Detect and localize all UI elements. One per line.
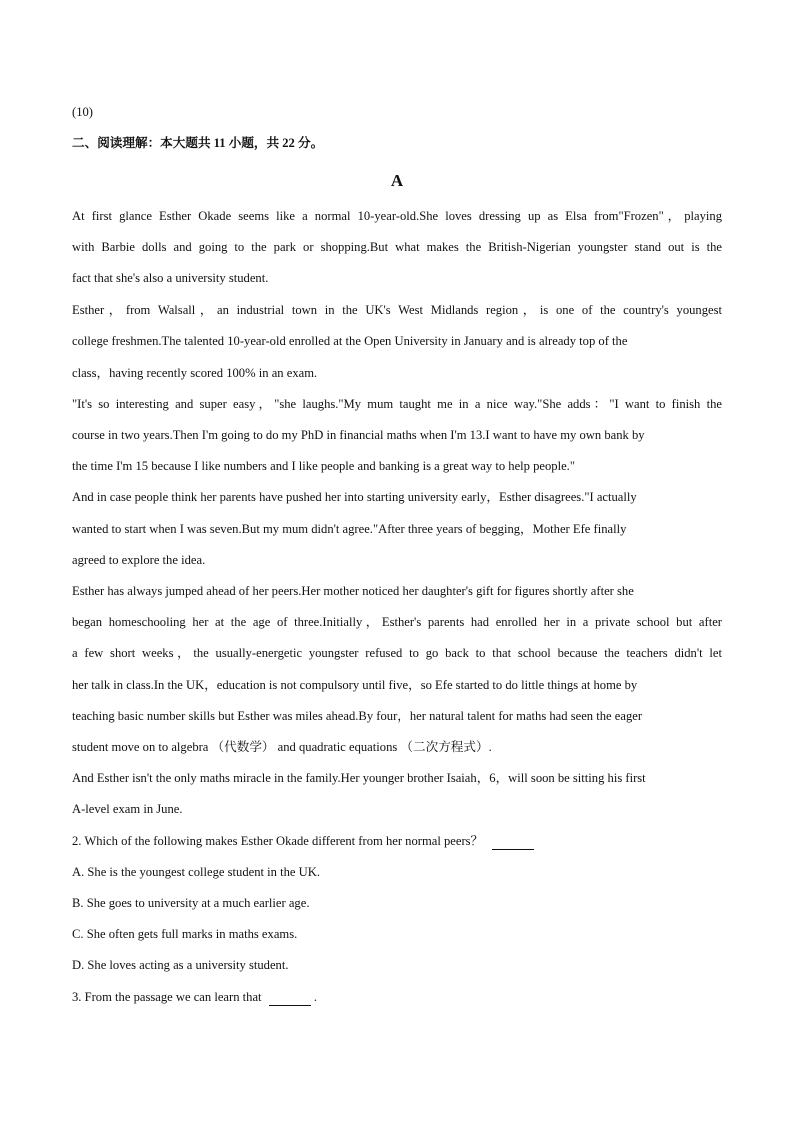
passage-line: teaching basic number skills but Esther was miles ahead.By four，her natural talent for maths had seen the eager (72, 709, 643, 723)
passage-line: agreed to explore the idea. (72, 553, 206, 567)
answer-blank[interactable] (269, 989, 311, 1006)
passage-line: wanted to start when I was seven.But my mum didn't agree."After three years of begging，Mother Efe finally (72, 522, 627, 536)
passage-title: A (390, 171, 404, 190)
passage-line: a few short weeks，the usually-energetic youngster refused to go back to that school because the teachers didn't let (72, 646, 722, 660)
passage-line: class，having recently scored 100% in an exam. (72, 366, 318, 380)
passage-line: And Esther isn't the only maths miracle in the family.Her younger brother Isaiah，6，will soon be sitting his first (72, 771, 646, 785)
option-a[interactable]: A. She is the youngest college student in the UK. (72, 865, 320, 879)
question-stem (72, 989, 317, 1006)
passage-line: And in case people think her parents have pushed her into starting university early，Esther disagrees."I actually (72, 490, 637, 504)
section-title: 二、阅读理解：本大题共 11 小题，共 22 分。 (72, 136, 324, 150)
passage-line: began homeschooling her at the age of three.Initially，Esther's parents had enrolled her in a private school but after (72, 615, 722, 629)
option-b[interactable]: B. She goes to university at a much earlier age. (72, 896, 310, 910)
question-number: (10) (72, 105, 93, 119)
question-stem-text: 3. From the passage we can learn that (72, 990, 262, 1004)
option-c[interactable]: C. She often gets full marks in maths exams. (72, 927, 298, 941)
passage-line: student move on to algebra （代数学） and quadratic equations （二次方程式）. (72, 740, 492, 754)
question-stem (72, 833, 534, 850)
passage-line: Esther has always jumped ahead of her peers.Her mother noticed her daughter's gift for figures shortly after she (72, 584, 634, 598)
passage-line: her talk in class.In the UK，education is not compulsory until five，so Efe started to do little things at home by (72, 678, 638, 692)
passage-line: fact that she's also a university student. (72, 271, 269, 285)
answer-blank[interactable] (492, 833, 534, 850)
passage-line: A-level exam in June. (72, 802, 183, 816)
question-stem-end: . (310, 990, 317, 1004)
passage-line: course in two years.Then I'm going to do my PhD in financial maths when I'm 13.I want to have my own bank by (72, 428, 645, 442)
passage-line: with Barbie dolls and going to the park or shopping.But what makes the British-Nigerian youngster stand out is the (72, 240, 722, 254)
passage-line: college freshmen.The talented 10-year-old enrolled at the Open University in January and is already top of the (72, 334, 628, 348)
question-stem-text: 2. Which of the following makes Esther Okade different from her normal peers？ (72, 834, 484, 848)
passage-line: the time I'm 15 because I like numbers and I like people and banking is a great way to help people." (72, 459, 575, 473)
option-d[interactable]: D. She loves acting as a university student. (72, 958, 289, 972)
passage-line: "It's so interesting and super easy，"she laughs."My mum taught me in a nice way."She adds："I want to finish the (72, 397, 722, 411)
passage-line: At first glance Esther Okade seems like a normal 10-year-old.She loves dressing up as Elsa from"Frozen"，playing (72, 209, 722, 223)
passage-line: Esther，from Walsall，an industrial town in the UK's West Midlands region，is one of the country's youngest (72, 303, 722, 317)
